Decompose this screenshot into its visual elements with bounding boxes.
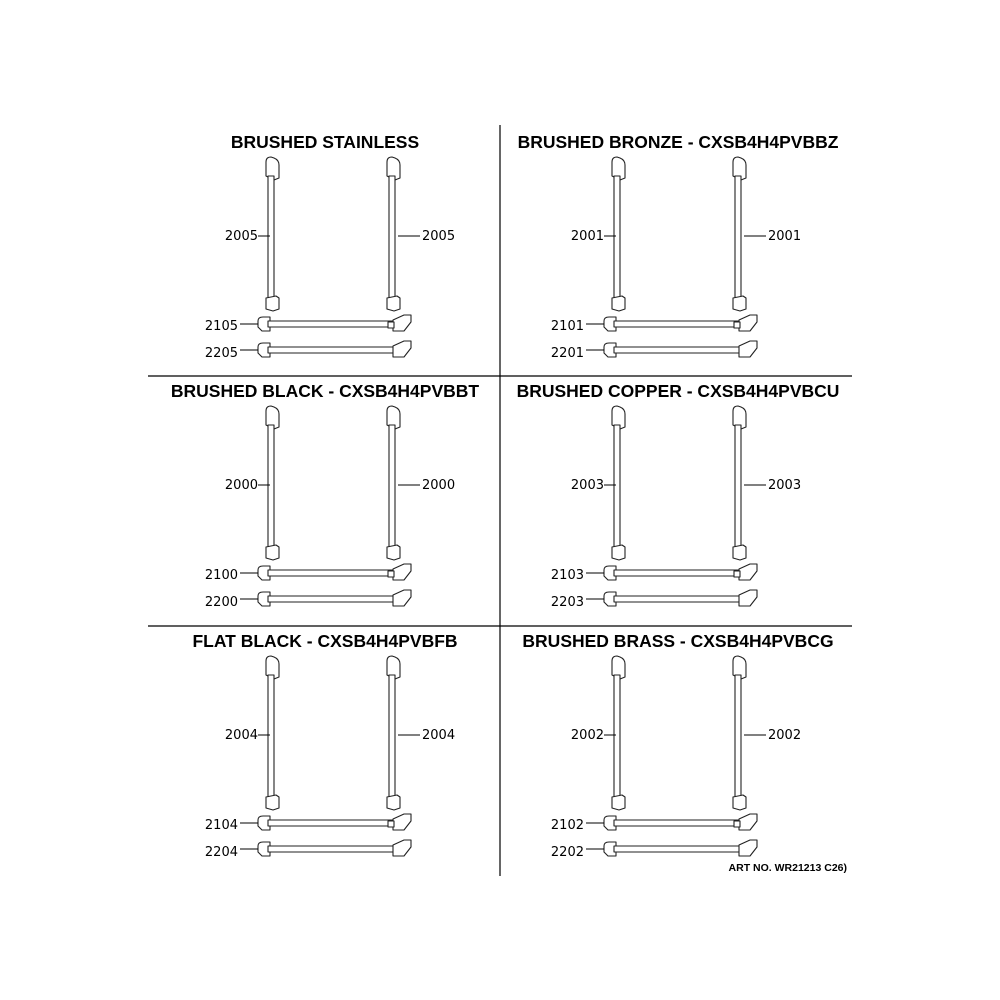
panel-brushed-brass bbox=[522, 631, 833, 860]
handle-bottom-cap bbox=[266, 545, 279, 560]
handle-right bbox=[733, 406, 766, 560]
part-number-lower-bar: 2200 bbox=[204, 595, 238, 610]
part-number-right-handle: 2003 bbox=[768, 478, 802, 493]
part-number-left-handle: 2005 bbox=[224, 229, 258, 244]
bar-lower bbox=[586, 590, 757, 606]
part-number-upper-bar: 2105 bbox=[204, 319, 238, 334]
bar-right-cap bbox=[739, 814, 757, 830]
bar-lower bbox=[240, 590, 411, 606]
bar-upper bbox=[586, 814, 757, 830]
bar-right-cap bbox=[739, 564, 757, 580]
handle-shaft bbox=[735, 675, 741, 799]
bar-rod bbox=[268, 596, 394, 602]
bar-right-cap bbox=[739, 840, 757, 856]
part-number-left-handle: 2004 bbox=[224, 728, 258, 743]
handle-left bbox=[604, 157, 625, 311]
handle-left bbox=[258, 406, 279, 560]
panel-brushed-black bbox=[171, 381, 480, 610]
part-number-right-handle: 2000 bbox=[422, 478, 456, 493]
handle-bottom-cap bbox=[266, 296, 279, 311]
bar-rod bbox=[268, 846, 394, 852]
bar-rod bbox=[614, 596, 740, 602]
handle-bottom-cap bbox=[612, 795, 625, 810]
handle-bottom-cap bbox=[612, 296, 625, 311]
handle-shaft bbox=[735, 425, 741, 549]
part-number-upper-bar: 2102 bbox=[550, 818, 584, 833]
bar-lower bbox=[240, 341, 411, 357]
bar-upper bbox=[240, 564, 411, 580]
bar-rod bbox=[614, 846, 740, 852]
panel-title: BRUSHED COPPER - CXSB4H4PVBCU bbox=[516, 381, 840, 401]
handle-bottom-cap bbox=[733, 795, 746, 810]
handle-bottom-cap bbox=[387, 795, 400, 810]
part-number-left-handle: 2002 bbox=[570, 728, 604, 743]
part-number-upper-bar: 2103 bbox=[550, 568, 584, 583]
handle-right bbox=[387, 406, 420, 560]
bar-right-cap bbox=[393, 814, 411, 830]
handle-shaft bbox=[614, 675, 620, 799]
bar-rod bbox=[614, 820, 740, 826]
bar-connector bbox=[734, 571, 740, 577]
bar-rod bbox=[614, 570, 740, 576]
handle-right bbox=[733, 157, 766, 311]
bar-rod bbox=[268, 820, 394, 826]
part-number-lower-bar: 2203 bbox=[550, 595, 584, 610]
handle-left bbox=[258, 157, 279, 311]
bar-right-cap bbox=[393, 840, 411, 856]
bar-rod bbox=[268, 570, 394, 576]
handle-bottom-cap bbox=[612, 545, 625, 560]
bar-right-cap bbox=[739, 590, 757, 606]
panel-title: FLAT BLACK - CXSB4H4PVBFB bbox=[192, 631, 458, 651]
art-number: ART NO. WR21213 C26) bbox=[728, 862, 847, 874]
handle-left bbox=[258, 656, 279, 810]
handle-bottom-cap bbox=[733, 545, 746, 560]
bar-lower bbox=[240, 840, 411, 856]
bar-right-cap bbox=[393, 315, 411, 331]
handle-shaft bbox=[268, 675, 274, 799]
part-number-right-handle: 2004 bbox=[422, 728, 456, 743]
handle-right bbox=[387, 656, 420, 810]
handle-bottom-cap bbox=[733, 296, 746, 311]
handle-shaft bbox=[389, 675, 395, 799]
panel-title: BRUSHED BRASS - CXSB4H4PVBCG bbox=[522, 631, 834, 651]
bar-rod bbox=[268, 347, 394, 353]
bar-upper bbox=[586, 315, 757, 331]
part-number-right-handle: 2002 bbox=[768, 728, 802, 743]
bar-lower bbox=[586, 840, 757, 856]
handle-shaft bbox=[614, 176, 620, 300]
bar-upper bbox=[240, 814, 411, 830]
handle-shaft bbox=[389, 176, 395, 300]
bar-lower bbox=[586, 341, 757, 357]
part-number-right-handle: 2005 bbox=[422, 229, 456, 244]
bar-right-cap bbox=[393, 341, 411, 357]
part-number-left-handle: 2001 bbox=[570, 229, 604, 244]
bar-right-cap bbox=[739, 315, 757, 331]
handle-bottom-cap bbox=[387, 296, 400, 311]
panel-title: BRUSHED BLACK - CXSB4H4PVBBT bbox=[170, 381, 480, 401]
panel-title: BRUSHED STAINLESS bbox=[230, 132, 420, 152]
bar-connector bbox=[734, 322, 740, 328]
part-number-upper-bar: 2101 bbox=[550, 319, 584, 334]
bar-connector bbox=[388, 571, 394, 577]
handle-left bbox=[604, 406, 625, 560]
part-number-lower-bar: 2204 bbox=[204, 845, 238, 860]
bar-connector bbox=[388, 821, 394, 827]
panel-title: BRUSHED BRONZE - CXSB4H4PVBBZ bbox=[517, 132, 839, 152]
panel-brushed-copper bbox=[517, 381, 840, 610]
bar-rod bbox=[614, 321, 740, 327]
bar-upper bbox=[240, 315, 411, 331]
handle-right bbox=[733, 656, 766, 810]
panel-brushed-stainless bbox=[205, 132, 455, 361]
handle-bottom-cap bbox=[266, 795, 279, 810]
part-number-left-handle: 2000 bbox=[224, 478, 258, 493]
part-number-lower-bar: 2201 bbox=[550, 346, 584, 361]
panel-flat-black bbox=[192, 631, 457, 860]
bar-connector bbox=[734, 821, 740, 827]
bar-upper bbox=[586, 564, 757, 580]
bar-right-cap bbox=[739, 341, 757, 357]
panel-brushed-bronze bbox=[518, 132, 839, 361]
handle-shaft bbox=[735, 176, 741, 300]
bar-connector bbox=[388, 322, 394, 328]
bar-right-cap bbox=[393, 590, 411, 606]
part-number-left-handle: 2003 bbox=[570, 478, 604, 493]
part-number-right-handle: 2001 bbox=[768, 229, 802, 244]
part-number-upper-bar: 2104 bbox=[204, 818, 238, 833]
handle-shaft bbox=[614, 425, 620, 549]
handle-shaft bbox=[268, 176, 274, 300]
bar-rod bbox=[268, 321, 394, 327]
bar-rod bbox=[614, 347, 740, 353]
handle-shaft bbox=[389, 425, 395, 549]
part-number-lower-bar: 2202 bbox=[550, 845, 584, 860]
bar-right-cap bbox=[393, 564, 411, 580]
handle-right bbox=[387, 157, 420, 311]
handle-bottom-cap bbox=[387, 545, 400, 560]
part-number-upper-bar: 2100 bbox=[204, 568, 238, 583]
part-number-lower-bar: 2205 bbox=[204, 346, 238, 361]
handle-shaft bbox=[268, 425, 274, 549]
handle-left bbox=[604, 656, 625, 810]
